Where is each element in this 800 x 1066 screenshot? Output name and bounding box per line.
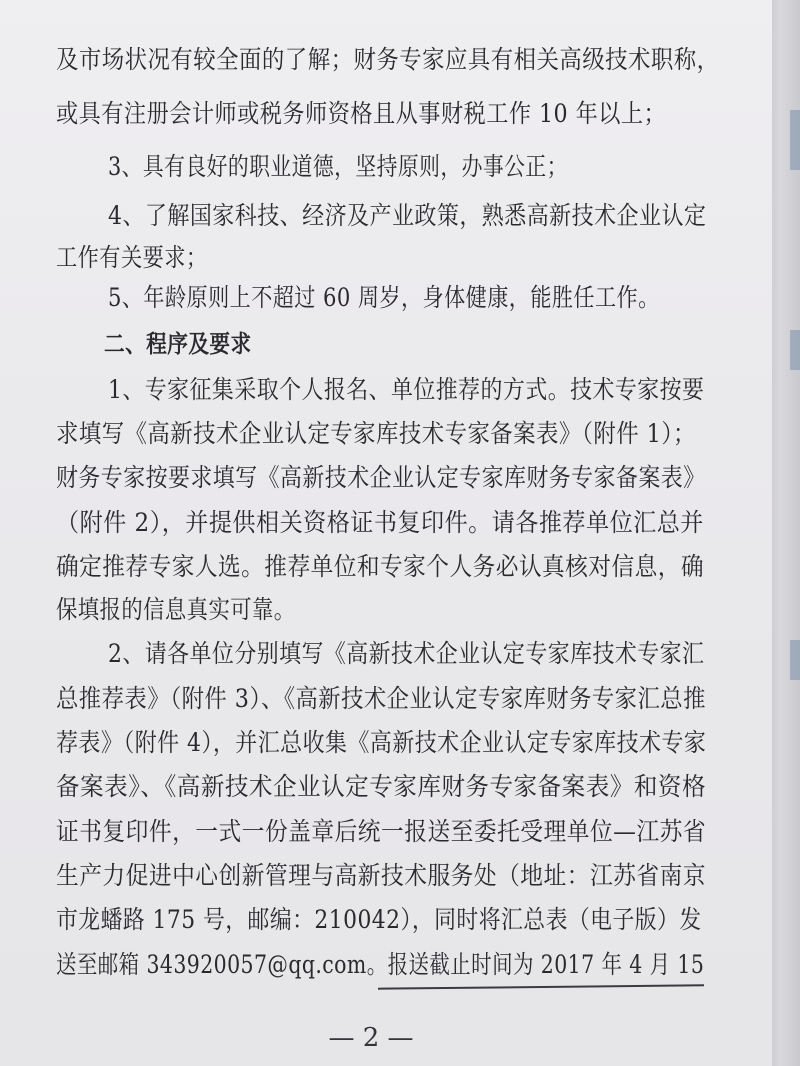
text-line: 财务专家按要求填写《高新技术企业认定专家库财务专家备案表》 bbox=[56, 463, 706, 492]
text-line: 证书复印件，一式一份盖章后统一报送至委托受理单位—江苏省 bbox=[56, 817, 707, 846]
text-line: 生产力促进中心创新管理与高新技术服务处（地址：江苏省南京 bbox=[56, 861, 707, 890]
text-line: （附件 2），并提供相关资格证书复印件。请各推荐单位汇总并 bbox=[56, 508, 704, 537]
section-heading: 二、程序及要求 bbox=[104, 330, 252, 358]
text-line: 或具有注册会计师或税务师资格且从事财税工作 10 年以上； bbox=[56, 99, 667, 128]
page-edge-mark bbox=[790, 330, 800, 370]
text-line: 备案表》、《高新技术企业认定专家库财务专家备案表》和资格 bbox=[56, 772, 707, 801]
text-line: 5、年龄原则上不超过 60 周岁，身体健康，能胜任工作。 bbox=[108, 283, 660, 312]
text-line: 荐表》（附件 4），并汇总收集《高新技术企业认定专家库技术专家 bbox=[56, 728, 707, 757]
text-line: 求填写《高新技术企业认定专家库技术专家备案表》（附件 1）； bbox=[56, 419, 696, 448]
text-line: 总推荐表》（附件 3）、《高新技术企业认定专家库财务专家汇总推 bbox=[56, 684, 706, 713]
text-line: 2、请各单位分别填写《高新技术企业认定专家库技术专家汇 bbox=[108, 639, 705, 668]
text-line: 保填报的信息真实可靠。 bbox=[56, 595, 296, 624]
text-line: 确定推荐专家人选。推荐单位和专家个人务必认真核对信息，确 bbox=[56, 552, 705, 581]
page-edge-mark bbox=[790, 110, 800, 170]
text-line: 1、专家征集采取个人报名、单位推荐的方式。技术专家按要 bbox=[108, 375, 705, 404]
text-line: 3、具有良好的职业道德，坚持原则，办事公正； bbox=[108, 152, 568, 181]
text-line: 及市场状况有较全面的了解；财务专家应具有相关高级技术职称， bbox=[56, 45, 720, 74]
text-line: 工作有关要求； bbox=[56, 243, 208, 272]
text-line: 市龙蟠路 175 号，邮编：210042），同时将汇总表（电子版）发 bbox=[56, 905, 702, 934]
page-number: — 2 — bbox=[328, 1023, 414, 1053]
text-line: 送至邮箱 343920057@qq.com。报送截止时间为 2017 年 4 月 15 bbox=[56, 950, 705, 979]
page-edge-mark bbox=[790, 640, 800, 680]
text-line: 4、了解国家科技、经济及产业政策，熟悉高新技术企业认定 bbox=[108, 201, 707, 230]
